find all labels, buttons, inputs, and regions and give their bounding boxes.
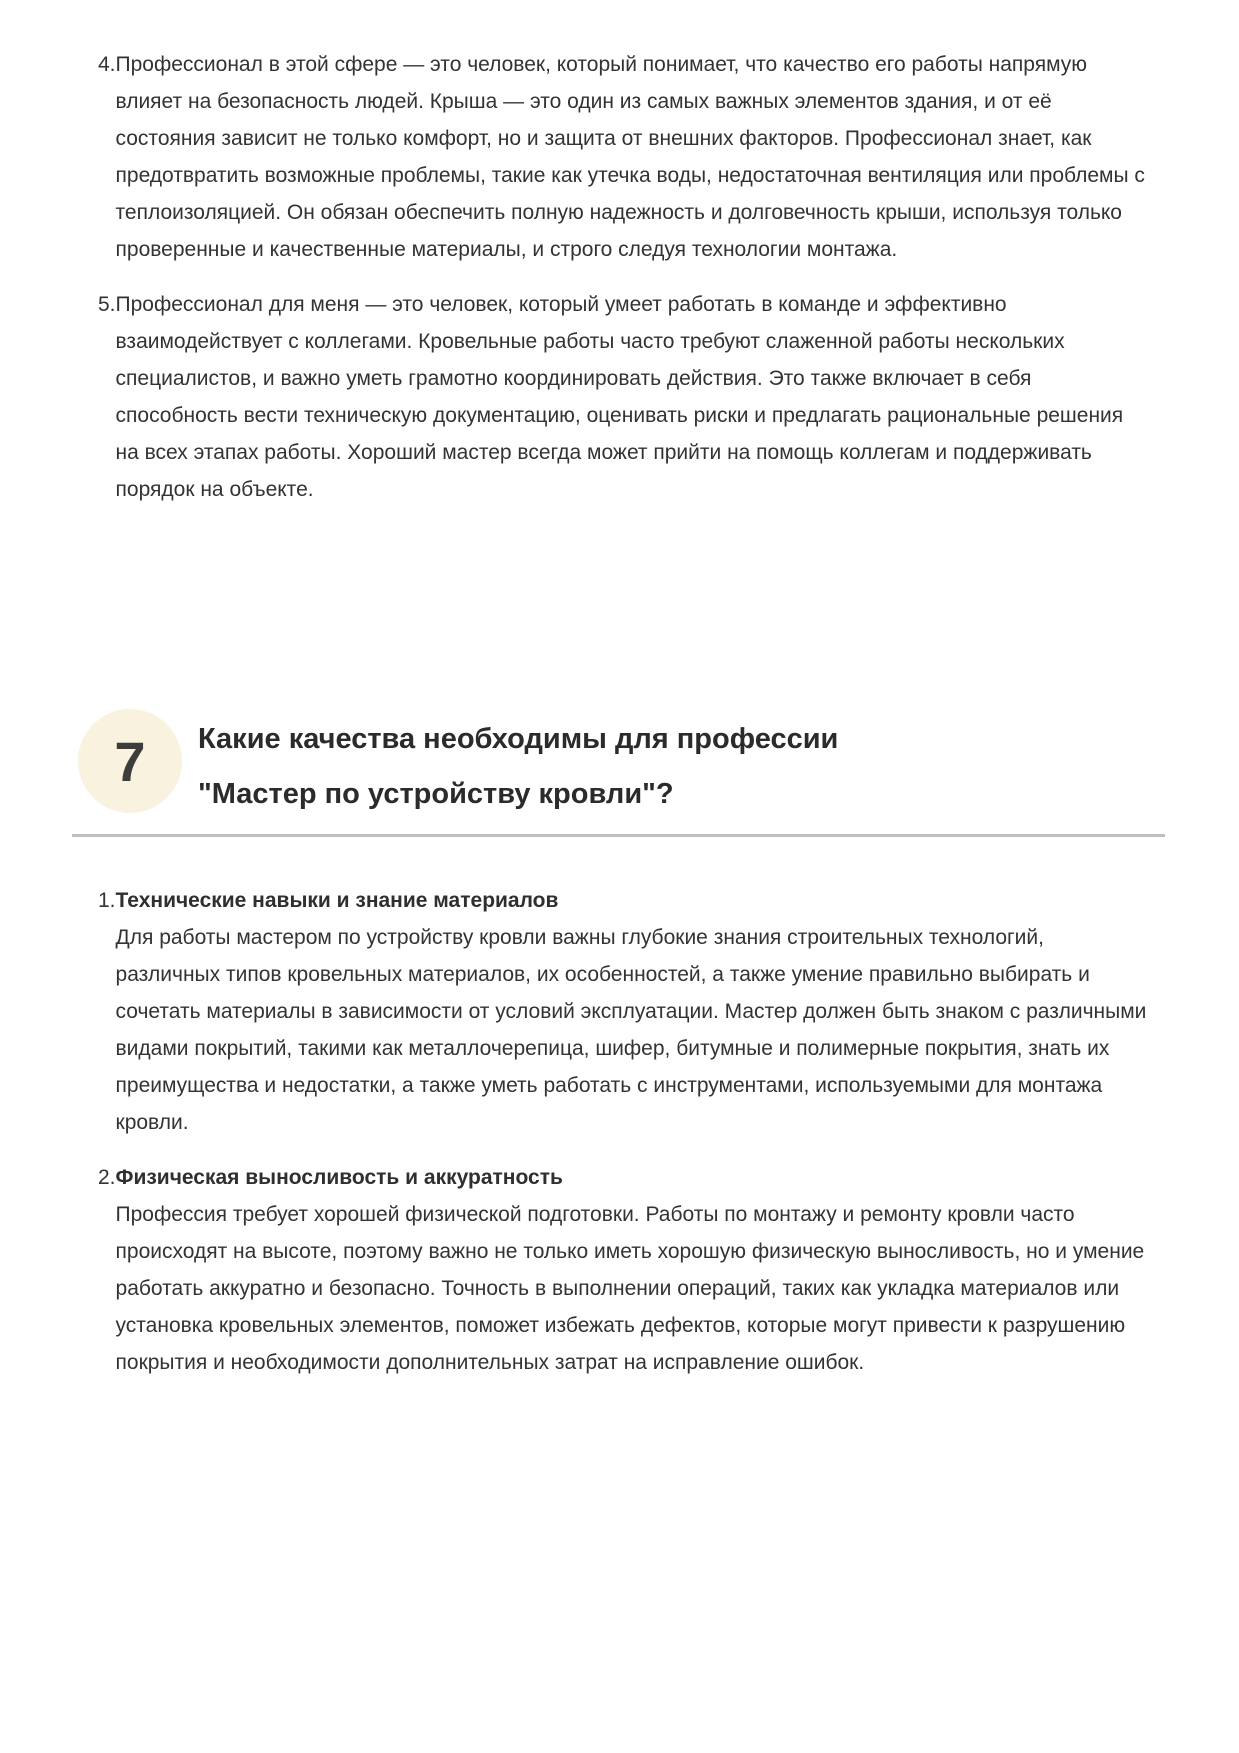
section-title-line1: Какие качества необходимы для профессии xyxy=(198,723,839,755)
section-title xyxy=(198,700,838,822)
section-number-badge xyxy=(78,709,182,813)
item-number: 1. xyxy=(98,889,116,912)
item-text xyxy=(116,1159,1150,1381)
section-title-line2: "Мастер по устройству кровли"? xyxy=(198,778,674,810)
item-text xyxy=(116,882,1150,1141)
item-number: 5. xyxy=(98,293,116,316)
item-number: 2. xyxy=(98,1166,116,1189)
list-item xyxy=(98,882,1165,1141)
list-item xyxy=(98,286,1165,508)
intro-list xyxy=(98,46,1165,508)
item-body: Для работы мастером по устройству кровли важны глубокие знания строительных технологий, различных типов кровельных материалов, их особенностей, а также умение правильно выбирать и сочетать материалы в зависимости от условий эксплуатации. Мастер должен быть знаком с различными видами покрытий, такими как металлочерепица, шифер, битумные и полимерные покрытия, знать их преимущества и недостатки, а также уметь работать с инструментами, используемыми для монтажа кровли. xyxy=(115,926,1147,1134)
section-header xyxy=(78,700,1165,822)
item-title: Физическая выносливость и аккуратность xyxy=(115,1166,563,1189)
item-body: Профессия требует хорошей физической подготовки. Работы по монтажу и ремонту кровли часто происходят на высоте, поэтому важно не только иметь хорошую физическую выносливость, но и умение работать аккуратно и безопасно. Точность в выполнении операций, таких как укладка материалов или установка кровельных элементов, поможет избежать дефектов, которые могут привести к разрушению покрытия и необходимости дополнительных затрат на исправление ошибок. xyxy=(115,1203,1145,1374)
qualities-list xyxy=(98,882,1165,1381)
item-text: Профессионал в этой сфере — это человек, который понимает, что качество его работы напрямую влияет на безопасность людей. Крыша — это один из самых важных элементов здания, и от её состояния зависит не только комфорт, но и защита от внешних факторов. Профессионал знает, как предотвратить возможные проблемы, такие как утечка воды, недостаточная вентиляция или проблемы с теплоизоляцией. Он обязан обеспечить полную надежность и долговечность крыши, используя только проверенные и качественные материалы, и строго следуя технологии монтажа. xyxy=(115,53,1145,261)
section-number: 7 xyxy=(114,729,146,793)
item-text: Профессионал для меня — это человек, который умеет работать в команде и эффективно взаимодействует с коллегами. Кровельные работы часто требуют слаженной работы нескольких специалистов, и важно уметь грамотно координировать действия. Это также включает в себя способность вести техническую документацию, оценивать риски и предлагать рациональные решения на всех этапах работы. Хороший мастер всегда может прийти на помощь коллегам и поддерживать порядок на объекте. xyxy=(115,293,1124,501)
item-number: 4. xyxy=(98,53,116,76)
section-divider xyxy=(72,834,1165,837)
list-item xyxy=(98,46,1165,268)
list-item xyxy=(98,1159,1165,1381)
item-title: Технические навыки и знание материалов xyxy=(115,889,559,912)
